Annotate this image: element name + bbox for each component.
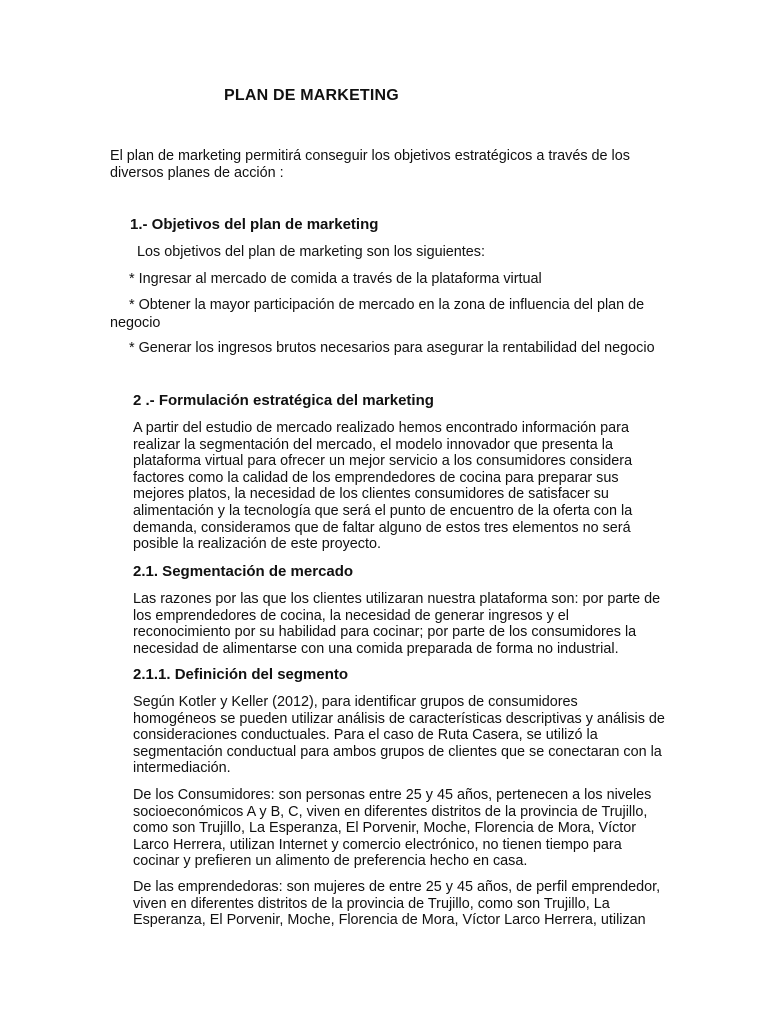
page-title: PLAN DE MARKETING: [224, 87, 399, 104]
section-2-1-heading: 2.1. Segmentación de mercado: [133, 563, 354, 580]
section-2-1-paragraph: [133, 591, 660, 657]
paragraph-line: Según Kotler y Keller (2012), para identificar grupos de consumidores: [133, 694, 578, 710]
paragraph-line: demanda, consideramos que de faltar alguno de estos tres elementos no será: [133, 519, 631, 536]
paragraph-line: De las emprendedoras: son mujeres de entre 25 y 45 años, de perfil emprendedor,: [133, 879, 661, 895]
objective-bullet-3: * Generar los ingresos brutos necesarios para asegurar la rentabilidad del negocio: [129, 340, 655, 356]
objective-bullet-1: * Ingresar al mercado de comida a través de la plataforma virtual: [129, 271, 542, 287]
section-2-heading: 2 .- Formulación estratégica del marketing: [133, 392, 434, 409]
paragraph-line: posible la realización de este proyecto.: [133, 536, 381, 553]
consumers-paragraph: [133, 787, 651, 870]
paragraph-line: segmentación conductual para ambos grupos de clientes que se conectaran con la: [133, 743, 662, 760]
section-2-1-1-heading: 2.1.1. Definición del segmento: [133, 666, 349, 683]
paragraph-line: reconocimiento por su habilidad para cocinar; por parte de los consumidores la: [133, 624, 637, 641]
intro-paragraph: [110, 148, 630, 181]
paragraph-line: cocinar y prefieren un alimento de preferencia hecho en casa.: [133, 853, 528, 870]
paragraph-line: Esperanza, El Porvenir, Moche, Florencia de Mora, Víctor Larco Herrera, utilizan: [133, 912, 646, 929]
paragraph-line: intermediación.: [133, 760, 231, 777]
paragraph-line: A partir del estudio de mercado realizado hemos encontrado información para: [133, 420, 629, 436]
objectives-lead: Los objetivos del plan de marketing son los siguientes:: [137, 244, 485, 260]
paragraph-line: factores como la calidad de los emprendedores de cocina para preparar sus: [133, 469, 619, 486]
section-2-paragraph: [133, 420, 632, 553]
section-1-heading: 1.- Objetivos del plan de marketing: [130, 216, 379, 233]
paragraph-line: los emprendedores de cocina, la necesidad de generar ingresos y el: [133, 607, 569, 624]
paragraph-line: viven en diferentes distritos de la provincia de Trujillo, como son Trujillo, La: [133, 895, 610, 912]
objective-bullet-2-continuation: negocio: [110, 315, 161, 331]
paragraph-line: alimentación y la tecnología que será el punto de encuentro de la oferta con la: [133, 502, 633, 519]
objective-bullet-2: * Obtener la mayor participación de mercado en la zona de influencia del plan de: [129, 297, 645, 313]
paragraph-line: mejores platos, la necesidad de los clientes consumidores de satisfacer su: [133, 486, 609, 503]
paragraph-line: plataforma virtual para ofrecer un mejor servicio a los consumidores considera: [133, 453, 633, 470]
paragraph-line: como son Trujillo, La Esperanza, El Porvenir, Moche, Florencia de Mora, Víctor: [133, 820, 637, 837]
paragraph-line: socioeconómicos A y B, C, viven en diferentes distritos de la provincia de Trujillo,: [133, 803, 648, 820]
paragraph-line: Las razones por las que los clientes utilizaran nuestra plataforma son: por parte de: [133, 591, 661, 607]
paragraph-line: De los Consumidores: son personas entre 25 y 45 años, pertenecen a los niveles: [133, 787, 652, 803]
section-2-1-1-paragraph: [133, 694, 665, 777]
entrepreneurs-paragraph: [133, 879, 660, 929]
paragraph-line: consideraciones conductuales. Para el caso de Ruta Casera, se utilizó la: [133, 727, 598, 744]
intro-line: El plan de marketing permitirá conseguir los objetivos estratégicos a través de los: [110, 148, 630, 164]
intro-line: diversos planes de acción :: [110, 164, 284, 181]
paragraph-line: realizar la segmentación del mercado, el modelo innovador que presenta la: [133, 436, 613, 453]
paragraph-line: homogéneos se pueden utilizar análisis de características descriptivas y análisis de: [133, 710, 665, 727]
paragraph-line: Larco Herrera, utilizan Internet y comercio electrónico, no tienen tiempo para: [133, 836, 622, 853]
paragraph-line: necesidad de alimentarse con una comida preparada de forma no industrial.: [133, 640, 619, 657]
